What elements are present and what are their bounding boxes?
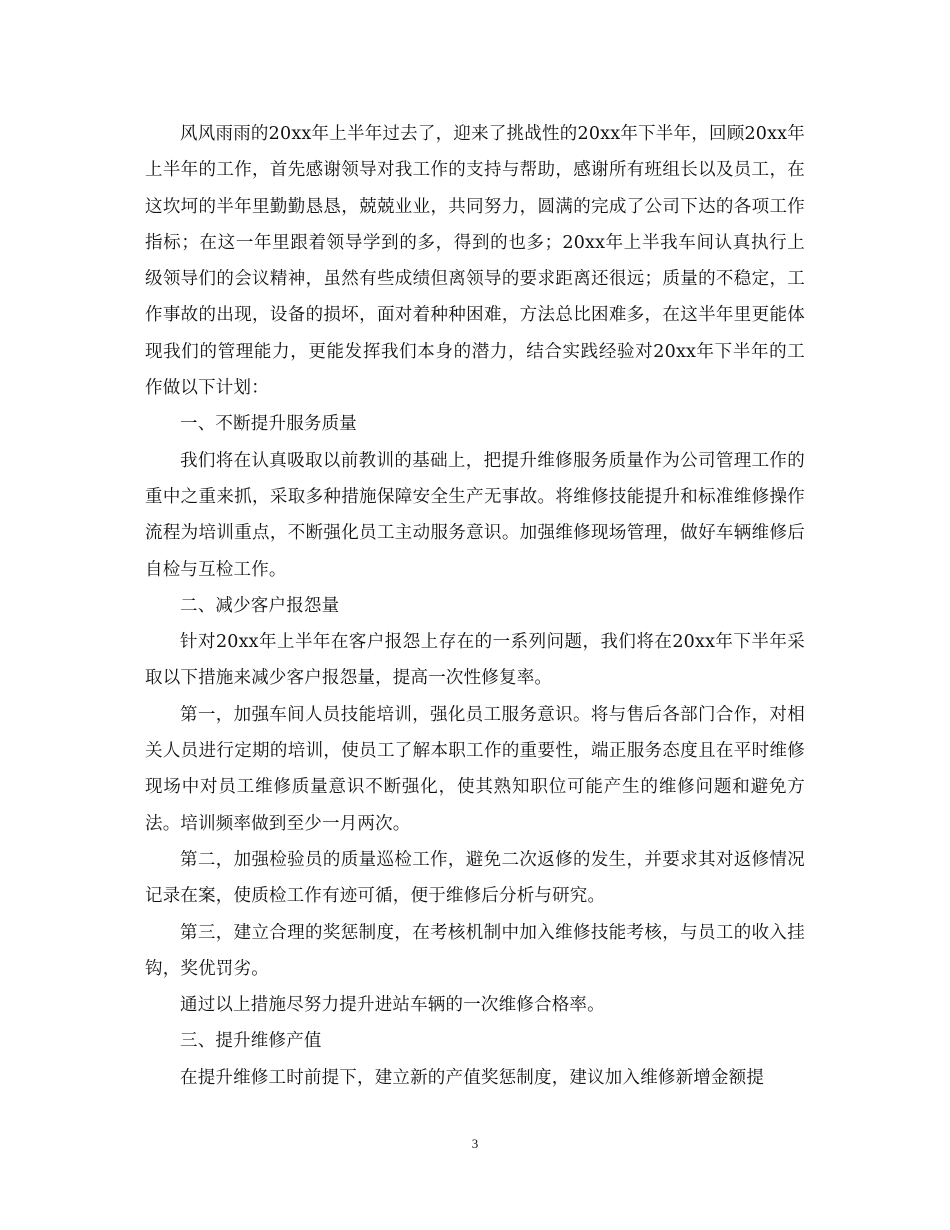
document-body	[145, 116, 805, 1096]
paragraph-complaints: 针对20xx年上半年在客户报怨上存在的一系列问题，我们将在20xx年下半年采取以下措施来减少客户报怨量，提高一次性修复率。	[145, 632, 805, 689]
paragraph-measure-3: 第三，建立合理的奖惩制度，在考核机制中加入维修技能考核，与员工的收入挂钩，奖优罚劣。	[145, 922, 805, 979]
section-heading-1: 一、不断提升服务质量	[180, 414, 357, 435]
paragraph-measure-2: 第二，加强检验员的质量巡检工作，避免二次返修的发生，并要求其对返修情况记录在案，使质检工作有迹可循，便于维修后分析与研究。	[145, 849, 805, 907]
paragraph-intro: 风风雨雨的20xx年上半年过去了，迎来了挑战性的20xx年下半年，回顾20xx年上半年的工作，首先感谢领导对我工作的支持与帮助，感谢所有班组长以及员工，在这坎坷的半年里勤勤恳恳，兢兢业业，共同努力，圆满的完成了公司下达的各项工作指标；在这一年里跟着领导学到的多，得到的也多；20xx年上半我车间认真执行上级领导们的会议精神，虽然有些成绩但离领导的要求距离还很远；质量的不稳定，工作事故的出现，设备的损坏，面对着种种困难，方法总比困难多，在这半年里更能体现我们的管理能力，更能发挥我们本身的潜力，结合实践经验对20xx年下半年的工作做以下计划：	[145, 124, 805, 399]
paragraph-output-value: 在提升维修工时前提下，建立新的产值奖惩制度，建议加入维修新增金额提	[180, 1067, 765, 1088]
page-number: 3	[471, 1136, 479, 1151]
paragraph-summary: 通过以上措施尽努力提升进站车辆的一次维修合格率。	[180, 995, 605, 1016]
paragraph-service-quality: 我们将在认真吸取以前教训的基础上，把提升维修服务质量作为公司管理工作的重中之重来抓，采取多种措施保障安全生产无事故。将维修技能提升和标准维修操作流程为培训重点，不断强化员工主动服务意识。加强维修现场管理，做好车辆维修后自检与互检工作。	[145, 450, 805, 580]
paragraph-measure-1: 第一，加强车间人员技能培训，强化员工服务意识。将与售后各部门合作，对相关人员进行定期的培训，使员工了解本职工作的重要性，端正服务态度且在平时维修现场中对员工维修质量意识不断强化，使其熟知职位可能产生的维修问题和避免方法。培训频率做到至少一月两次。	[145, 704, 805, 834]
section-heading-3: 三、提升维修产值	[180, 1031, 322, 1052]
section-heading-2: 二、减少客户报怨量	[180, 595, 340, 616]
